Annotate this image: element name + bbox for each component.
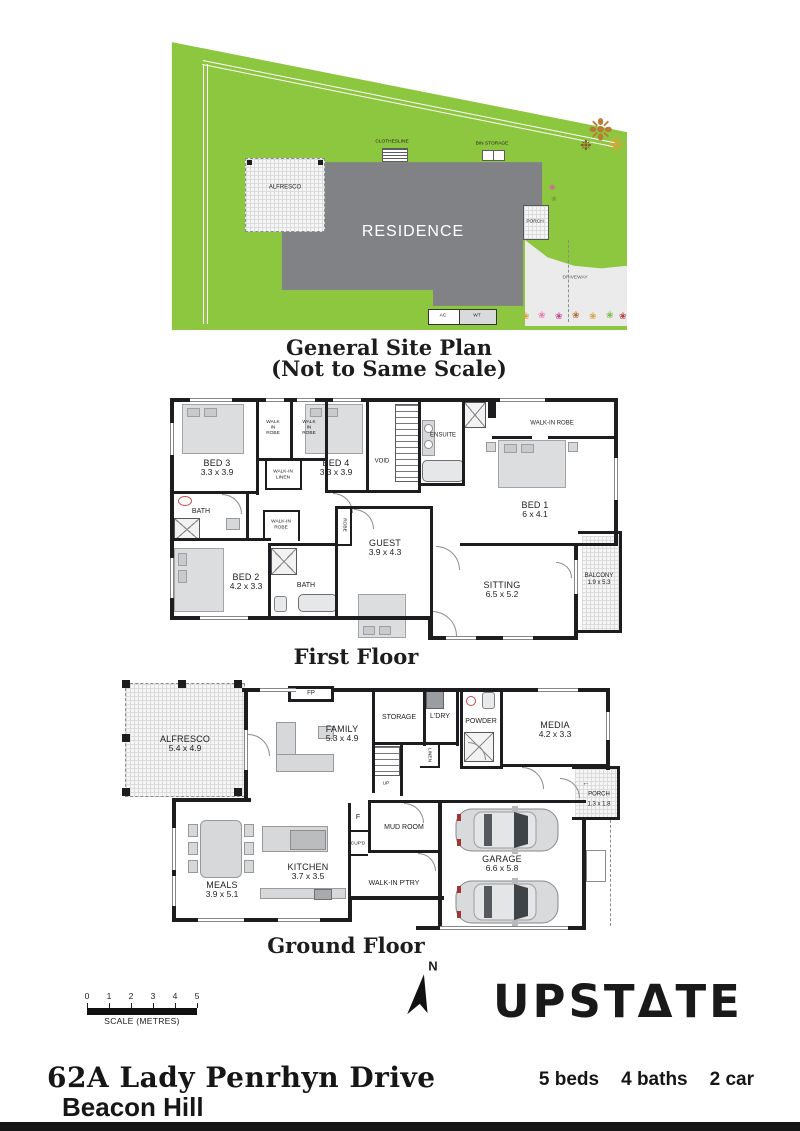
fridge-label: F — [355, 813, 361, 821]
site-plan — [170, 38, 627, 332]
wall — [572, 817, 620, 820]
room-dims: 1.9 x 5.3 — [587, 580, 611, 586]
wall — [170, 538, 271, 541]
window — [244, 730, 248, 770]
walk-in-robe-label: WALK IN ROBE — [266, 419, 280, 436]
tick-mark — [175, 1003, 176, 1008]
walk-in-robe-label: WALK-IN ROBE — [530, 420, 574, 427]
door-arc — [522, 767, 544, 789]
wall — [423, 742, 459, 745]
chair-icon — [188, 842, 198, 855]
pillow-icon — [178, 570, 187, 583]
wall — [372, 688, 375, 793]
wall — [172, 798, 251, 802]
wall — [578, 531, 622, 534]
window — [503, 636, 533, 640]
room-dims: 6.6 x 5.8 — [485, 863, 519, 874]
flower-icon: ❀ — [538, 310, 546, 320]
wall — [268, 543, 271, 616]
mud-room-label: MUD ROOM — [384, 823, 424, 831]
toilet-icon — [482, 692, 495, 709]
room-name: BED 2 — [232, 571, 260, 582]
wall — [442, 800, 586, 803]
pillow-icon — [187, 408, 200, 417]
boundary-line-left — [203, 64, 208, 324]
cooktop-icon — [290, 830, 326, 850]
wall — [265, 488, 302, 490]
powder-label: POWDER — [465, 717, 497, 725]
window — [606, 712, 610, 740]
stat-baths: 4 baths — [621, 1069, 688, 1090]
door-arc — [248, 734, 270, 756]
post — [122, 788, 130, 796]
room-name: FAMILY — [325, 723, 359, 734]
wall — [256, 398, 259, 495]
door-arc — [436, 546, 460, 570]
room-name: KITCHEN — [287, 861, 329, 872]
wall — [617, 766, 620, 820]
room-name: MEDIA — [540, 719, 570, 730]
room-dims: 3.9 x 4.3 — [368, 547, 402, 558]
window — [266, 398, 284, 402]
basin-icon — [466, 696, 476, 706]
scale-tick: 5 — [194, 991, 200, 1002]
pillow-icon — [379, 626, 391, 635]
basin-icon — [424, 440, 433, 449]
room-name: MEALS — [206, 879, 238, 890]
post — [122, 734, 130, 742]
bath-label: BATH — [191, 507, 211, 515]
wall — [268, 543, 338, 546]
bottom-bar — [0, 1122, 800, 1131]
oven-icon — [314, 889, 332, 900]
scale-bar-rule — [87, 1008, 197, 1015]
door-arc — [432, 611, 457, 636]
door-arc — [354, 509, 374, 529]
wall — [578, 630, 622, 633]
first-floor-plan — [170, 398, 625, 643]
wall — [348, 854, 368, 856]
post — [318, 160, 323, 165]
bathtub-icon — [422, 460, 464, 482]
pillow-icon — [204, 408, 217, 417]
wall — [325, 398, 328, 493]
wall — [619, 533, 622, 633]
chair-icon — [244, 842, 254, 855]
scale-tick: 4 — [172, 991, 178, 1002]
door-arc — [404, 803, 424, 823]
window — [198, 918, 244, 922]
room-label-garage — [482, 854, 522, 874]
room-label-meals — [206, 880, 239, 900]
room-dims: 3.3 x 3.9 — [319, 467, 353, 478]
wall — [368, 800, 444, 803]
room-name: GARAGE — [482, 853, 522, 864]
site-plan-title: General Site Plan — [285, 334, 493, 360]
garage-door — [440, 926, 568, 930]
site-driveway-label: DRIVEWAY — [562, 275, 588, 281]
bin-storage-label: BIN STORAGE — [475, 141, 509, 147]
site-alfresco — [245, 158, 325, 232]
wall — [348, 830, 368, 832]
toilet-icon — [178, 496, 192, 506]
ldry-label: L'DRY — [430, 712, 450, 720]
wall — [348, 803, 351, 896]
window — [278, 918, 320, 922]
post — [247, 160, 252, 165]
wt-label: WT — [473, 313, 481, 319]
pillow-icon — [504, 444, 517, 453]
ensuite-label: ENSUITE — [429, 432, 457, 439]
window — [200, 616, 248, 620]
stat-car: 2 car — [709, 1069, 754, 1090]
wall — [263, 510, 265, 541]
cupboard-label: CUP'D — [350, 841, 366, 847]
wall — [290, 398, 293, 460]
room-name: BALCONY — [584, 573, 614, 580]
stat-beds: 5 beds — [538, 1069, 600, 1090]
room-label-sitting — [484, 580, 521, 600]
ac-label: AC — [439, 313, 447, 319]
wall — [366, 398, 369, 493]
scale-bar — [85, 992, 201, 1032]
room-label-kitchen — [288, 862, 329, 882]
room-label-porch: PORCH — [588, 791, 610, 798]
kitchen-bench — [260, 888, 346, 899]
tick-mark — [87, 1003, 88, 1008]
room-dims: 3.3 x 3.9 — [200, 467, 234, 478]
wall — [548, 436, 614, 439]
wall — [460, 766, 503, 769]
pillow-icon — [363, 626, 375, 635]
room-label-bed1 — [521, 500, 548, 520]
wall — [400, 744, 403, 796]
door-arc — [556, 562, 572, 578]
tick-mark — [153, 1003, 154, 1008]
room-label-guest — [369, 538, 402, 558]
wall — [372, 742, 426, 745]
site-porch-label: PORCH — [526, 219, 544, 225]
wall — [420, 766, 440, 768]
shower-icon — [464, 402, 486, 428]
tick-mark — [109, 1003, 110, 1008]
north-label: N — [428, 958, 438, 974]
wall — [246, 494, 249, 541]
wall — [460, 543, 614, 546]
pillow-icon — [178, 553, 187, 566]
flower-icon: ❀ — [522, 311, 530, 321]
storage-label: STORAGE — [381, 713, 417, 721]
wall — [170, 398, 618, 402]
tick-mark — [197, 1003, 198, 1008]
north-arrow-icon — [403, 970, 439, 1020]
window — [538, 688, 578, 692]
door-arc — [222, 494, 242, 514]
stairs-icon — [374, 746, 400, 776]
first-floor-title: First Floor — [293, 643, 419, 669]
toilet-icon — [274, 596, 287, 612]
flower-icon: ❀ — [551, 196, 557, 203]
room-dims: 4.2 x 3.3 — [229, 581, 263, 592]
scale-tick: 0 — [84, 991, 90, 1002]
void-label: VOID — [374, 458, 390, 465]
window — [172, 876, 176, 906]
wall — [423, 688, 426, 746]
wall — [368, 800, 371, 853]
wall — [416, 926, 440, 930]
tree-icon: ❉ — [580, 137, 592, 153]
car-icon — [454, 878, 560, 926]
pillow-icon — [521, 444, 534, 453]
bedside-table — [568, 442, 578, 452]
flower-icon: ❀ — [549, 183, 556, 192]
room-name: BED 4 — [322, 457, 350, 468]
flower-icon: ❀ — [619, 311, 627, 321]
wall — [500, 688, 503, 768]
room-label-bed4 — [320, 458, 353, 478]
shower-icon — [271, 548, 297, 575]
room-name: BED 1 — [521, 499, 549, 510]
tick-mark — [131, 1003, 132, 1008]
room-label-bed2 — [230, 572, 263, 592]
wall — [300, 461, 302, 490]
porch-step — [586, 850, 606, 882]
room-label-media — [539, 720, 572, 740]
room-dims: 4.2 x 3.3 — [538, 729, 572, 740]
flower-icon: ❀ — [555, 311, 563, 321]
wall — [348, 896, 444, 900]
driveway-dash — [568, 240, 569, 322]
wall — [462, 398, 465, 486]
chair-icon — [188, 860, 198, 873]
address-line2: Beacon Hill — [62, 1092, 204, 1122]
wall — [438, 800, 442, 930]
post — [178, 680, 186, 688]
clothesline-icon — [382, 148, 408, 162]
room-dims: 5.4 x 4.9 — [168, 743, 202, 754]
window — [446, 636, 476, 640]
scale-bar-label: SCALE (METRES) — [104, 1016, 180, 1027]
ground-floor-plan — [120, 678, 625, 933]
room-dims: 3.7 x 3.5 — [291, 871, 325, 882]
fp-label: FP — [307, 690, 315, 697]
tree-icon: ❉ — [608, 135, 624, 156]
flower-icon: ❀ — [572, 310, 580, 320]
address-line1: 62A Lady Penrhyn Drive — [47, 1061, 436, 1094]
scale-tick: 3 — [150, 991, 156, 1002]
wall — [348, 896, 352, 922]
wall — [350, 506, 352, 546]
chair-icon — [244, 860, 254, 873]
chair-icon — [188, 824, 198, 837]
walk-in-robe-label: WALK IN ROBE — [302, 419, 316, 436]
wall — [456, 688, 459, 746]
wall — [438, 742, 440, 768]
room-name: SITTING — [483, 579, 521, 590]
clothesline-label: CLOTHESLINE — [375, 139, 409, 145]
room-dims: 3.9 x 5.1 — [205, 889, 239, 900]
wall — [418, 398, 421, 493]
window — [500, 398, 545, 402]
dining-table — [200, 820, 242, 878]
room-label-balcony — [585, 573, 614, 587]
wall — [325, 490, 421, 493]
wall — [338, 506, 433, 509]
vanity-icon — [226, 518, 240, 530]
property-stats — [539, 1069, 754, 1091]
bedside-table — [486, 442, 496, 452]
driveway-dash — [610, 820, 611, 926]
window — [260, 688, 296, 692]
car-icon — [454, 806, 560, 854]
robe-label: ROBE — [341, 518, 347, 532]
flower-icon: ❀ — [606, 310, 614, 320]
scale-tick: 2 — [128, 991, 134, 1002]
chair-icon — [244, 824, 254, 837]
walk-in-linen-label: WALK-IN LINEN — [273, 469, 293, 480]
wall — [492, 436, 532, 439]
linen-label: LINEN — [426, 747, 432, 763]
room-dims: 5.3 x 4.9 — [325, 733, 359, 744]
stairs-icon — [395, 404, 419, 482]
window — [333, 398, 361, 402]
brand-logo: UPSTΔTE — [493, 975, 743, 1028]
room-dims-porch: 1.3 x 1.8 — [587, 801, 611, 808]
walk-in-robe-label: WALK-IN ROBE — [271, 519, 291, 530]
room-label-bed3 — [201, 458, 234, 478]
bin-icon — [493, 150, 505, 161]
post — [234, 788, 242, 796]
bathtub-icon — [298, 594, 337, 612]
site-alfresco-label: ALFRESCO — [268, 184, 302, 191]
wall — [460, 688, 463, 768]
bath-label: BATH — [296, 581, 316, 589]
residence-label: RESIDENCE — [361, 222, 465, 240]
window — [574, 560, 578, 594]
wall — [298, 510, 300, 541]
wall — [582, 820, 586, 930]
wall — [335, 544, 352, 546]
tree-icon: ❉ — [588, 114, 614, 147]
wall — [368, 850, 440, 853]
window — [170, 423, 174, 455]
room-dims: 6 x 4.1 — [522, 509, 548, 520]
porch-arrow-icon: ← — [582, 779, 590, 787]
pillow-icon — [310, 408, 322, 417]
wall — [335, 506, 338, 616]
post — [234, 680, 242, 688]
door-arc — [418, 853, 436, 871]
window — [614, 458, 618, 500]
wall — [430, 506, 433, 640]
window — [297, 398, 315, 402]
wall — [503, 764, 610, 767]
room-name: GUEST — [368, 537, 402, 548]
window — [170, 558, 174, 598]
up-label: UP — [382, 781, 390, 787]
wall — [265, 461, 267, 490]
walk-in-pantry-label: WALK-IN P'TRY — [368, 879, 420, 887]
scale-tick: 1 — [106, 991, 112, 1002]
sofa-icon — [276, 754, 334, 772]
wall — [263, 510, 300, 512]
window — [190, 398, 232, 402]
room-name: BED 3 — [203, 457, 231, 468]
room-name: ALFRESCO — [159, 733, 211, 744]
ground-floor-title: Ground Floor — [267, 932, 425, 958]
post — [122, 680, 130, 688]
wall — [418, 483, 465, 486]
wall — [488, 400, 496, 418]
site-plan-subtitle: (Not to Same Scale) — [271, 355, 507, 381]
room-dims: 6.5 x 5.2 — [485, 589, 519, 600]
room-label-family — [326, 724, 359, 744]
washer-icon — [426, 691, 444, 709]
wall — [568, 926, 586, 930]
room-label-alfresco — [160, 734, 210, 754]
flower-icon: ❀ — [589, 311, 597, 321]
window — [172, 828, 176, 870]
